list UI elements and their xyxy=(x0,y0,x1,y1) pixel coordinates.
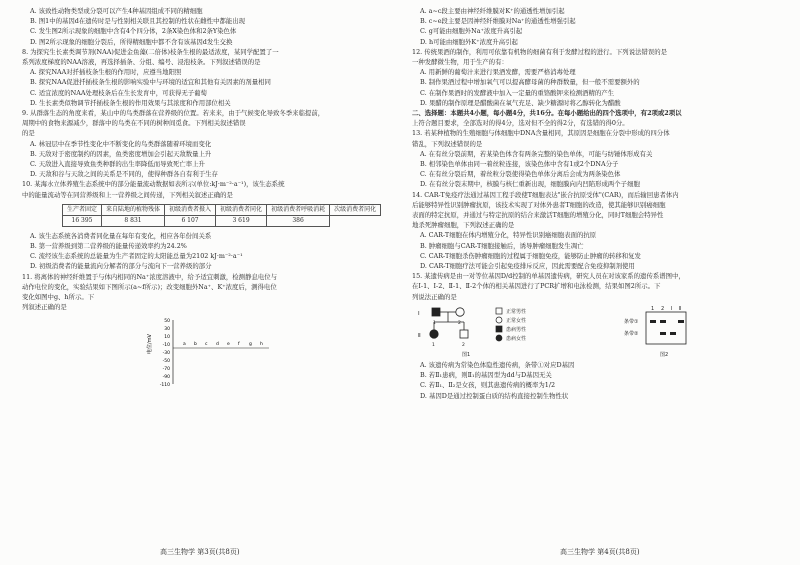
right-line-14: A. 在有丝分裂前期，若某染色体含有两条完整的染色单体，可能与纺锤体形成有关 xyxy=(420,149,653,158)
right-line-9: D. 果醋的制作原理是醋酸菌在氧气充足、缺少糖源时将乙醇转化为醋酸 xyxy=(420,98,621,107)
right-line-5: 一种发酵微生物，用于生产的有： xyxy=(412,58,508,67)
left2-line-1: B. 第一营养级到第二营养级的能量传递效率约为24.2% xyxy=(30,242,187,251)
right-line-0: A. a~c段主要由神经纤维膜对K⁺的通透性增加引起 xyxy=(420,7,565,15)
left2-line-6: 变化如图中g、h所示。下 xyxy=(22,293,95,302)
right-line-2: C. g可能由细胞外Na⁺浓度升高引起 xyxy=(420,27,523,36)
right-line-12: 13. 若某种植物的生殖细胞与体细胞中DNA含量相同，其原因是细胞在分裂中形成的四分体 xyxy=(412,129,670,138)
right-line-4: 12. 传统果酒的制作，利用可依靠有机物的细菌有利于发酵过程的进行。下列说法错误的是 xyxy=(412,47,668,56)
left-line-11: 周期中的食物来源减少，群落中的鸟类在不同的树种间觅食。下列相关叙述错误 xyxy=(22,119,246,128)
right-line-1: B. c~e段主要是因神经纤维膜对Na⁺的通透性增强引起 xyxy=(420,17,576,26)
right-line-13: 错乱，下列叙述错误的是 xyxy=(412,139,483,148)
table-header-0: 生产者固定 xyxy=(63,204,102,215)
y-tick-4: -30 xyxy=(162,351,170,357)
band-1-label: 条带① xyxy=(624,318,639,325)
y-tick-1: 30 xyxy=(163,327,170,333)
svg-text:1: 1 xyxy=(433,320,436,326)
y-axis-label: 电位/mV xyxy=(146,334,153,355)
svg-text:1: 1 xyxy=(432,342,435,348)
bar-label-d: d xyxy=(215,342,219,348)
svg-text:Ⅱ: Ⅱ xyxy=(679,305,682,312)
legend-3: 患病女性 xyxy=(506,335,527,342)
band-lane4-top xyxy=(678,320,684,323)
left-line-16: D. 天敌和谷与天敌之间的关系是不同的，使得种群各自有利于生存 xyxy=(30,170,218,179)
bar-label-f: f xyxy=(237,342,240,348)
legend-0: 正常男性 xyxy=(506,308,527,315)
table-header-1: 来自陆地的植物残体 xyxy=(102,204,165,215)
right-line-17: D. 在有丝分裂末期中，核膜与核仁重新出现，细胞膜向内凹陷形成两个子细胞 xyxy=(420,180,640,189)
pedigree-I1-male xyxy=(432,308,440,316)
right-line-22: A. CAR-T细胞在体内增殖分化，特异性识别癌细胞表面的抗原 xyxy=(420,231,597,240)
band-lane2-top xyxy=(660,320,666,323)
svg-text:2: 2 xyxy=(458,320,461,326)
right-line-20: 表面的特定抗原，并通过与特定抗原的结合来激活T细胞的增殖分化，同时T细胞会特异性 xyxy=(412,211,664,220)
fig2-caption: 图2 xyxy=(660,351,669,358)
table-cell-2: 6 107 xyxy=(165,215,216,226)
bar-label-g: g xyxy=(248,342,252,348)
band-lane3-bottom xyxy=(670,332,676,335)
right-line-21: 地杀死肿瘤细胞，下列叙述正确的是 xyxy=(412,221,515,230)
left2-line-3: D. 初级消费者的能量流向分解者的部分与流向下一营养级的部分 xyxy=(30,262,212,271)
right-line-27: 在Ⅰ-1、Ⅰ-2、Ⅱ-1、Ⅱ-2个体的相关基因进行了PCR扩增和电泳检测，结果如图2所示。下 xyxy=(412,282,661,291)
left-line-10: 9. 从群落生态的角度来看，某山中的鸟类群落在营养级的位置。若来来，由于气候变化导致冬季来临提前， xyxy=(22,109,325,118)
fig1-caption: 图1 xyxy=(462,351,471,358)
left-line-7: B. 探究NAA促进扦插枝条生根的影响实验中与环境的适宜和其他有关因素的剂量相同 xyxy=(30,78,271,87)
table-cell-1: 8 831 xyxy=(102,215,165,226)
bar-label-b: b xyxy=(193,342,197,348)
left-line-9: D. 生长素类似物调节扦插枝条生根的作用效果与其浓度和作用部位相关 xyxy=(30,98,231,107)
right-column xyxy=(412,6,787,551)
right-line-8: C. 在制作果酒时的发酵液中加入一定量的重铬酸钾来检测酒精的产生 xyxy=(420,88,615,97)
right-line-23: B. 肿瘤细胞与CAR-T细胞接触后，诱导肿瘤细胞发生凋亡 xyxy=(420,241,584,250)
right-line-26: 15. 某遗传病是由一对等位基因D/d控制的单基因遗传病，研究人员在对该家系的遗传系谱图中， xyxy=(412,272,685,281)
svg-text:1: 1 xyxy=(651,305,655,312)
left-text-block-1 xyxy=(22,6,397,200)
left-line-2: C. 发生图2所示现象的细胞中含有4个四分体，2条X染色体和2条Y染色体 xyxy=(30,27,237,36)
right-line-10: 二、选择题：本题共4小题，每小题4分，共16分。在每小题给出的四个选项中，有2项或2项以 xyxy=(412,109,682,118)
potential-bar-chart xyxy=(145,314,275,394)
pedigree-I2-female xyxy=(456,308,464,316)
left2-line-2: C. 流经该生态系统的总能量为生产者固定的太阳能总量为2102 kJ·m⁻²·a⁻¹ xyxy=(30,252,243,261)
left-line-18: 中的能量流动等在同营养级和上一营养级之间传递，下列相关叙述正确的是 xyxy=(22,190,233,199)
pedigree-figure xyxy=(412,304,612,360)
table-cell-0: 16 395 xyxy=(63,215,102,226)
left2-line-5: 动作电位的变化，实验结果如下图所示(a~f所示)；改变细胞外Na⁺、K⁺浓度后，测得电位 xyxy=(22,282,277,291)
right-line-6: A. 用新鲜的葡萄汁来进行果酒发酵，需要严格消毒处理 xyxy=(420,68,576,77)
right-line-24: C. CAR-T细胞杀伤肿瘤细胞的过程属于细胞免疫，能够防止肿瘤的转移和复发 xyxy=(420,251,641,260)
y-tick-0: 50 xyxy=(163,319,170,325)
pedigree-II1-female xyxy=(430,330,438,338)
right-line-25: D. CAR-T细胞疗法可能会引起免疫排斥反应，因此需要配合免疫抑制剂使用 xyxy=(420,262,635,271)
right-line-16: C. 在有丝分裂后期，着丝粒分裂使得染色单体分离后会成为两条染色体 xyxy=(420,170,621,179)
left-line-6: A. 探究NAA对扦插枝条生根的作用时，应遵当地阳照 xyxy=(30,68,182,77)
y-tick-8: -110 xyxy=(159,383,170,389)
band-lane2-bottom xyxy=(660,332,666,335)
pedigree-II2-male xyxy=(460,330,468,338)
y-tick-2: 10 xyxy=(163,335,170,341)
svg-text:2: 2 xyxy=(462,342,465,348)
right-line-19: 后能够特异性识别肿瘤抗原，该技术实现了对体外患者T细胞的改造，使其能够识别癌细胞 xyxy=(412,200,666,209)
left-line-1: B. 图1中的基因d在遗传时是与性别相关联且其控制的性状在雌性中都能出现 xyxy=(30,17,246,26)
right-line-11: 上符合题目要求，全部选对的得4分，选对但不全的得2分，有选错的得0分。 xyxy=(412,119,629,128)
right-text-block-1 xyxy=(412,6,787,302)
left-column xyxy=(22,6,397,551)
left-line-12: 的是 xyxy=(22,129,35,138)
left-line-13: A. 林冠层中在季节性变化中不断变化的鸟类群落随着环境而变化 xyxy=(30,139,212,148)
legend-1: 正常女性 xyxy=(506,317,527,324)
y-tick-5: -50 xyxy=(162,359,170,365)
gen-I-label: Ⅰ xyxy=(418,310,420,317)
left-text-block-2 xyxy=(22,231,397,313)
left-line-15: C. 天敌进入直接导致鱼类种群的出生率降低而导致死亡率上升 xyxy=(30,160,205,169)
footer-left: 高三生物学 第3页(共8页) xyxy=(160,548,240,556)
bar-label-e: e xyxy=(226,342,230,348)
footer-right: 高三生物学 第4页(共8页) xyxy=(560,548,640,556)
left-line-8: C. 适宜浓度的NAA处理枝条后在生长发育中，可获得无子葡萄 xyxy=(30,88,207,97)
table-header-5: 次级消费者同化 xyxy=(330,204,381,215)
y-tick-6: -70 xyxy=(162,367,170,373)
left2-line-7: 列叙述正确的是 xyxy=(22,303,67,312)
right2-line-1: B. 若Ⅱ₁患病，则Ⅱ₁的基因型为dd与D基因无关 xyxy=(420,371,552,380)
table-cell-3: 3 619 xyxy=(216,215,267,226)
left-line-0: A. 该致性动物类型或分裂可以产生4种基因组成不同的精细胞 xyxy=(30,7,203,15)
bar-label-a: a xyxy=(182,342,186,348)
table-cell-4: 386 xyxy=(267,215,330,226)
bar-label-h: h xyxy=(259,342,263,348)
left-line-5: 系列浓度梯度的NAA溶液，再选择插条、分组、编号、浸泡枝条。下列叙述错误的是 xyxy=(22,58,261,67)
gen-II-label: Ⅱ xyxy=(418,332,421,339)
figure-row xyxy=(412,304,787,360)
right-line-15: B. 相邻染色单体由同一着丝粒连接，该染色体中含有1或2个DNA分子 xyxy=(420,160,619,169)
energy-table xyxy=(62,204,381,227)
band-lane1-top xyxy=(650,320,656,323)
left-line-14: B. 天敌对于密度制约的因素，鱼类密度增加会引起天敌数量上升 xyxy=(30,149,212,158)
left2-line-4: 11. 将离体的神经纤维置于与体内相同的Na⁺浓度溶液中，给予适宜刺激，检测静息电位与 xyxy=(22,272,278,281)
right-line-7: B. 制作果酒过程中增加氧气可以提高酵母菌的种群数量，但一般不需要额外的 xyxy=(420,78,640,87)
y-tick-3: -10 xyxy=(162,343,170,349)
right-text-block-2 xyxy=(412,360,787,401)
right-line-3: D. h可能由细胞外K⁺浓度升高引起 xyxy=(420,37,518,46)
band-2-label: 条带② xyxy=(624,330,639,337)
table-header-4: 初级消费者呼吸消耗 xyxy=(267,204,330,215)
y-tick-7: -90 xyxy=(162,375,170,381)
right2-line-0: A. 该遗传病为常染色体隐性遗传病，条带①对应D基因 xyxy=(420,360,575,369)
legend-2: 患病男性 xyxy=(506,326,527,333)
right-line-18: 14. CAR-T免疫疗法通过基因工程手段使T细胞表达"嵌合抗原受体"(CAR)，而后输回患者体内 xyxy=(412,190,679,199)
svg-text:2: 2 xyxy=(661,305,665,312)
bar-label-c: c xyxy=(204,342,207,348)
left-line-17: 10. 某海水立体养殖生态系统中的部分能量流动数据如表所示(单位:kJ·m⁻²·a⁻¹)，该生态系统 xyxy=(22,180,285,189)
left-line-4: 8. 为探究生长素类调节剂(NAA)促进金鱼藻(二倍体)枝条生根的最适浓度，某同学配置了一 xyxy=(22,47,279,56)
table-header-2: 初级消费者摄入 xyxy=(165,204,216,215)
right2-line-3: D. 基因D是通过控制蛋白质的结构直接控制生物性状 xyxy=(420,391,569,400)
left-line-3: D. 图2所示现象的细胞分裂后，所得精细胞中都不含有该基因d发生交换 xyxy=(30,37,233,46)
left2-line-0: A. 该生态系统各消费者同化量在每年有变化，相应各年份间关系 xyxy=(30,231,212,240)
right2-line-2: C. 若Ⅱ₁、Ⅱ₂是女孩，则其患遗传病的概率为1/2 xyxy=(420,381,556,390)
right-line-28: 列说法正确的是 xyxy=(412,292,457,301)
gel-figure xyxy=(622,304,692,360)
table-header-3: 初级消费者同化 xyxy=(216,204,267,215)
svg-text:Ⅰ: Ⅰ xyxy=(671,305,673,312)
